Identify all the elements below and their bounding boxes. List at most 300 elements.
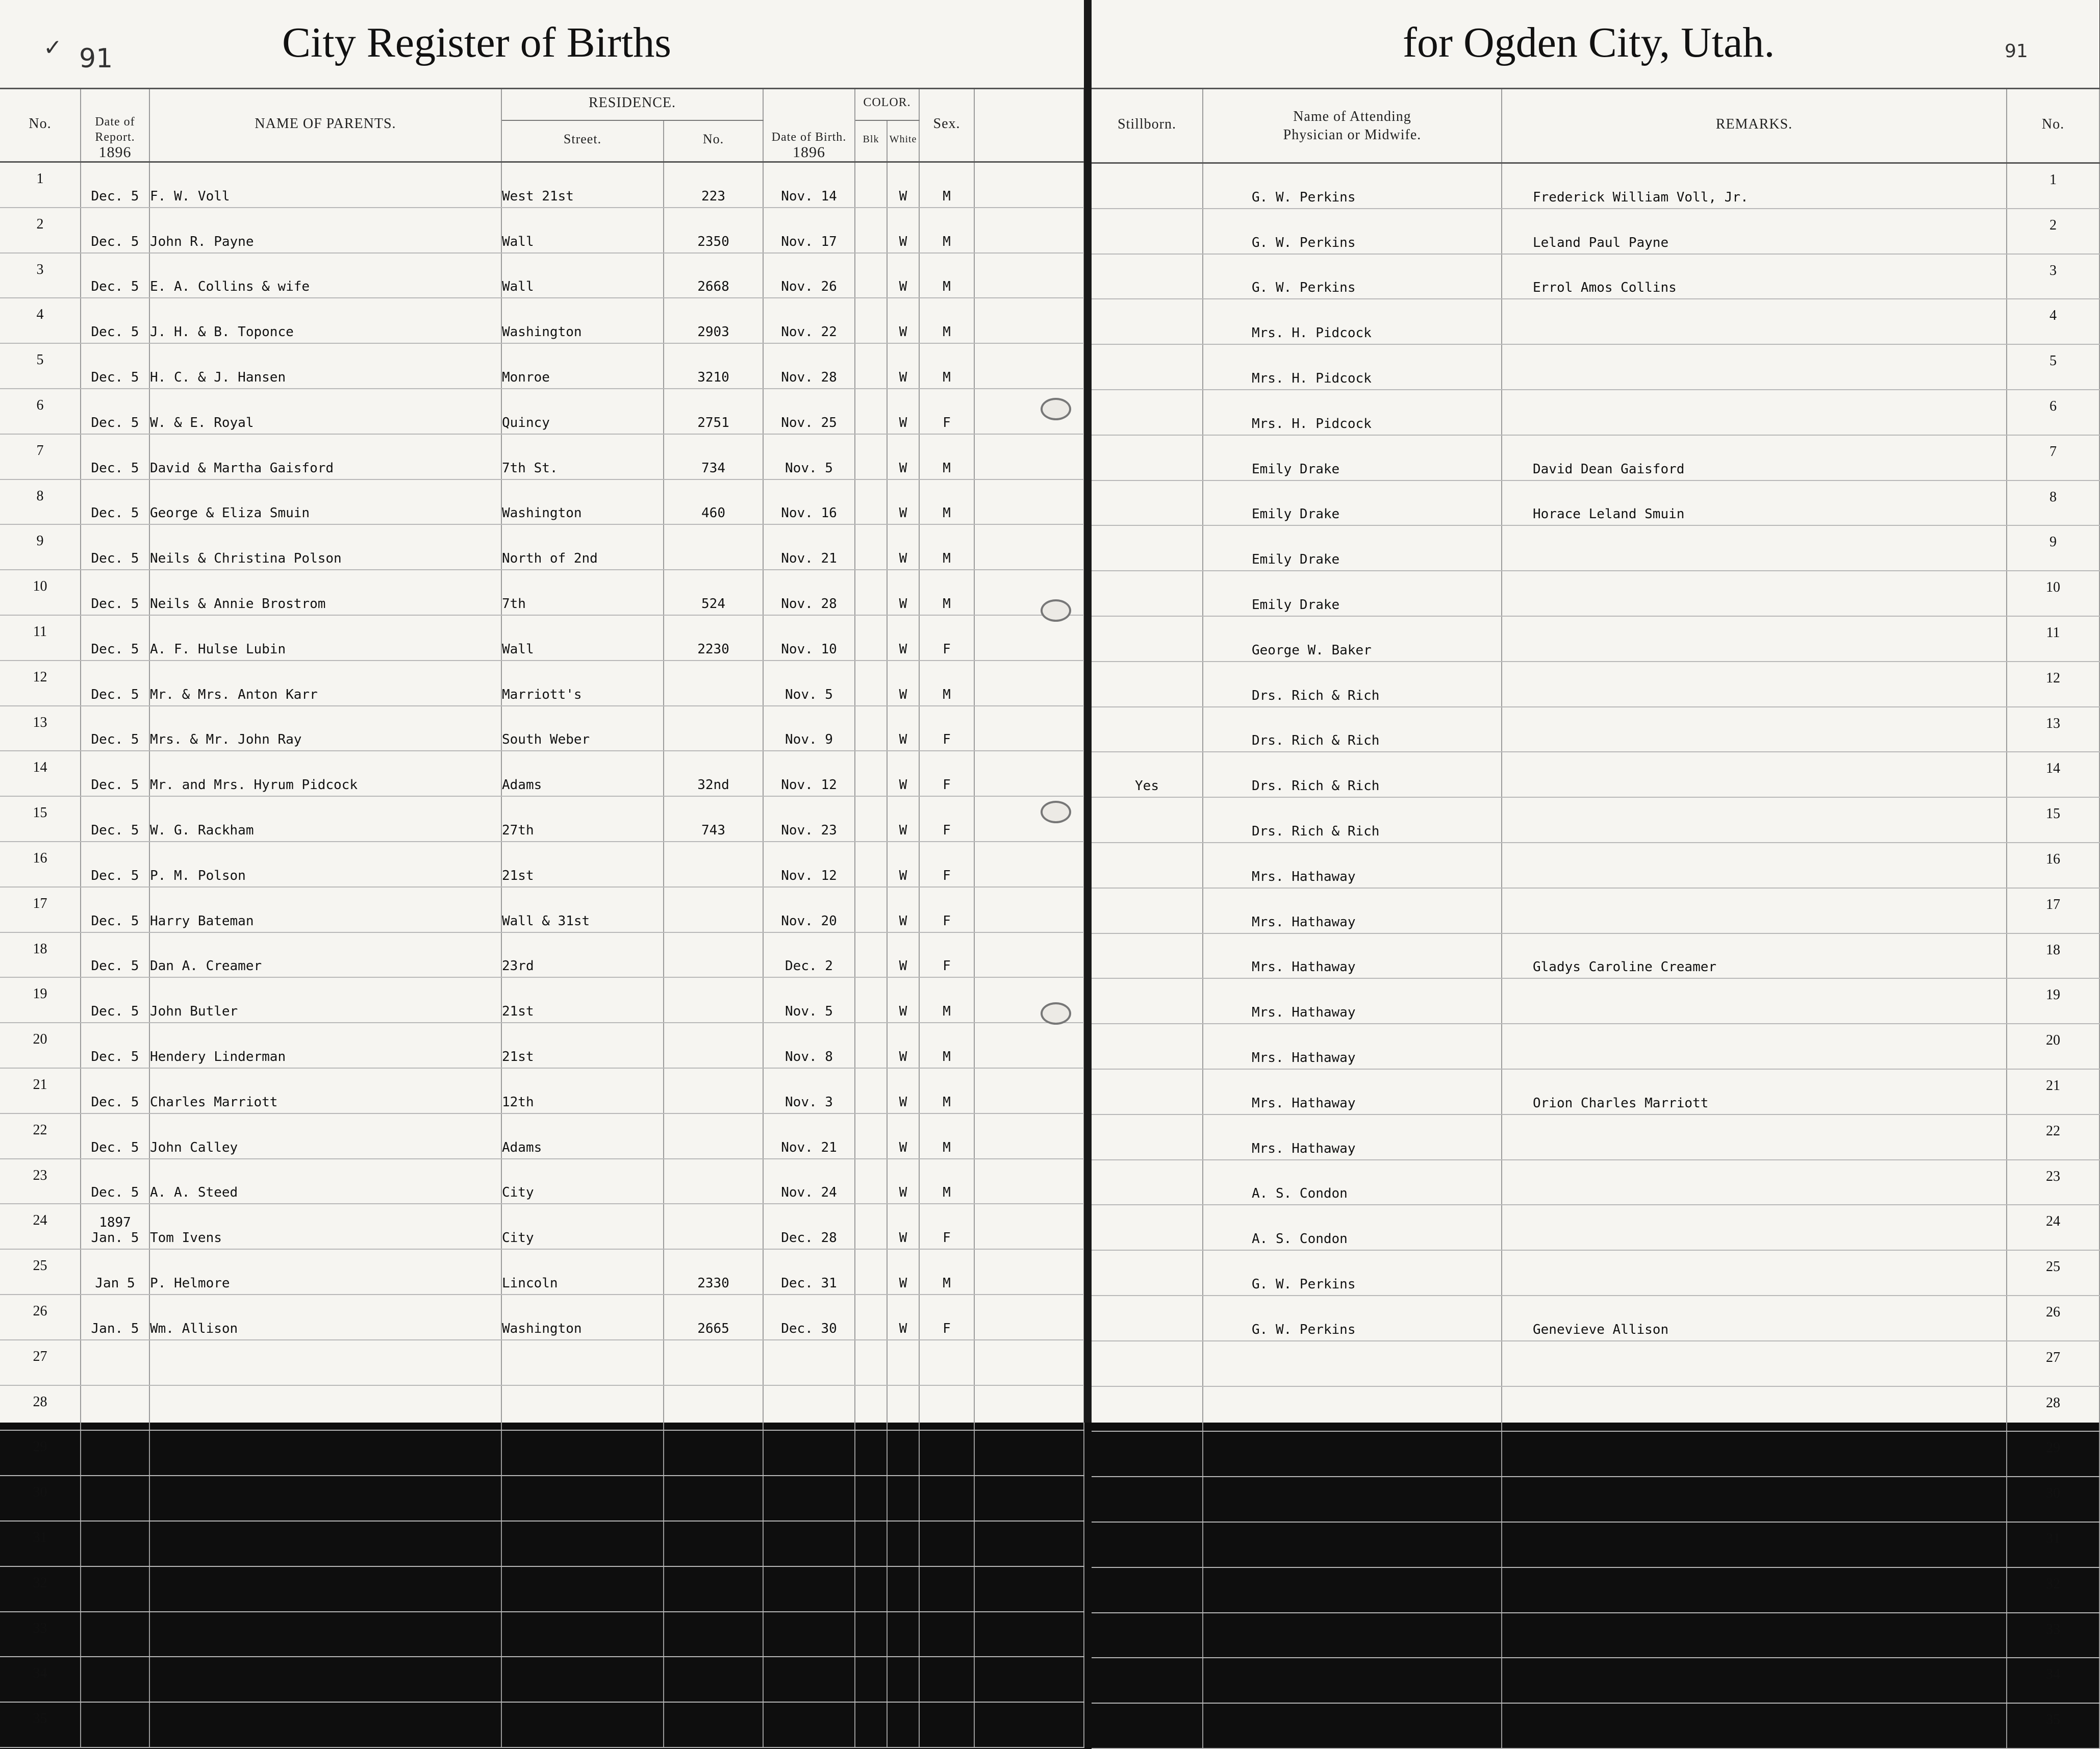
sex: F xyxy=(919,1295,974,1340)
row-number-right: 11 xyxy=(2007,616,2099,662)
attending-physician: G. W. Perkins xyxy=(1203,1250,1502,1296)
color-white: W xyxy=(887,1159,919,1204)
color-white: W xyxy=(887,1249,919,1295)
table-row xyxy=(1092,1431,2099,1477)
residence-street: Wall xyxy=(501,253,664,298)
sex: M xyxy=(919,208,974,253)
table-row xyxy=(0,1566,1084,1612)
table-row xyxy=(0,887,1084,932)
residence-number xyxy=(664,932,763,978)
row-number-right: 20 xyxy=(2007,1024,2099,1069)
report-date: Dec. 5 xyxy=(91,732,139,748)
table-row xyxy=(0,1430,1084,1476)
residence-number xyxy=(664,661,763,706)
color-white: W xyxy=(887,479,919,525)
blank-cell xyxy=(974,615,1084,661)
color-blk xyxy=(855,842,887,887)
sex: M xyxy=(919,1068,974,1113)
date-of-report xyxy=(81,932,149,978)
parents-name xyxy=(149,1657,501,1702)
residence-number: 2330 xyxy=(664,1249,763,1295)
blank-cell xyxy=(974,1430,1084,1476)
table-row xyxy=(1092,752,2099,797)
book-gutter xyxy=(1084,0,1092,1423)
row-number-right: 14 xyxy=(2007,752,2099,797)
blank-cell xyxy=(974,524,1084,570)
report-date: Dec. 5 xyxy=(91,958,139,974)
color-blk xyxy=(855,1295,887,1340)
page-number-left: 91 xyxy=(79,43,113,74)
attending-physician: Mrs. Hathaway xyxy=(1203,888,1502,933)
attending-physician: Drs. Rich & Rich xyxy=(1203,707,1502,752)
header-white: White xyxy=(887,120,919,162)
date-of-report xyxy=(81,706,149,751)
table-row xyxy=(1092,707,2099,752)
remarks xyxy=(1502,1522,2007,1567)
row-number-right: 6 xyxy=(2007,390,2099,435)
parents-name: Charles Marriott xyxy=(149,1068,501,1113)
row-number: 16 xyxy=(0,842,81,887)
stillborn xyxy=(1092,1613,1203,1658)
remarks xyxy=(1502,1024,2007,1069)
residence-number: 2665 xyxy=(664,1295,763,1340)
row-number: 10 xyxy=(0,570,81,615)
parents-name xyxy=(149,1430,501,1476)
date-of-report xyxy=(81,1340,149,1385)
header-stillborn: Stillborn. xyxy=(1092,89,1203,163)
residence-street xyxy=(501,1702,664,1747)
parents-name xyxy=(149,1566,501,1612)
date-of-report xyxy=(81,208,149,253)
row-number: 25 xyxy=(0,1249,81,1295)
attending-physician xyxy=(1203,1658,1502,1703)
table-row xyxy=(0,1249,1084,1295)
stillborn xyxy=(1092,571,1203,616)
remarks xyxy=(1502,299,2007,344)
residence-number: 524 xyxy=(664,570,763,615)
residence-number: 2751 xyxy=(664,389,763,434)
attending-physician: Drs. Rich & Rich xyxy=(1203,752,1502,797)
remarks xyxy=(1502,1431,2007,1477)
row-number: 19 xyxy=(0,977,81,1023)
births-table-left xyxy=(0,88,1084,1748)
date-of-birth xyxy=(763,1566,855,1612)
residence-street: 7th St. xyxy=(501,434,664,479)
sex: M xyxy=(919,661,974,706)
table-row xyxy=(0,1702,1084,1747)
residence-street: Quincy xyxy=(501,389,664,434)
date-of-birth: Dec. 28 xyxy=(763,1204,855,1249)
residence-street xyxy=(501,1476,664,1521)
report-date: Dec. 5 xyxy=(91,641,139,657)
parents-name: A. A. Steed xyxy=(149,1159,501,1204)
color-white: W xyxy=(887,977,919,1023)
stillborn xyxy=(1092,344,1203,390)
date-of-report xyxy=(81,1657,149,1702)
row-number: 8 xyxy=(0,479,81,525)
stillborn xyxy=(1092,525,1203,571)
sex xyxy=(919,1430,974,1476)
residence-number xyxy=(664,1385,763,1431)
row-number: 4 xyxy=(0,298,81,343)
blank-cell xyxy=(974,208,1084,253)
sex: M xyxy=(919,253,974,298)
table-row xyxy=(0,1521,1084,1566)
date-of-report xyxy=(81,1430,149,1476)
date-of-report xyxy=(81,434,149,479)
sex: M xyxy=(919,1023,974,1068)
sex: M xyxy=(919,1159,974,1204)
color-white: W xyxy=(887,1295,919,1340)
parents-name: P. M. Polson xyxy=(149,842,501,887)
residence-number: 32nd xyxy=(664,751,763,796)
color-blk xyxy=(855,706,887,751)
residence-number xyxy=(664,1476,763,1521)
blank-cell xyxy=(974,1295,1084,1340)
date-of-report xyxy=(81,479,149,525)
report-date: Dec. 5 xyxy=(91,1094,139,1110)
attending-physician: Drs. Rich & Rich xyxy=(1203,662,1502,707)
date-of-report xyxy=(81,343,149,389)
date-of-report xyxy=(81,570,149,615)
blank-cell xyxy=(974,1249,1084,1295)
color-blk xyxy=(855,208,887,253)
parents-name: Mrs. & Mr. John Ray xyxy=(149,706,501,751)
date-of-birth xyxy=(763,1476,855,1521)
remarks: Errol Amos Collins xyxy=(1502,254,2007,299)
table-row xyxy=(1092,1250,2099,1296)
row-number-right: 29 xyxy=(2007,1431,2099,1477)
header-street: Street. xyxy=(501,120,664,162)
date-of-birth: Nov. 21 xyxy=(763,1113,855,1159)
stillborn xyxy=(1092,662,1203,707)
table-row xyxy=(0,1159,1084,1204)
table-row xyxy=(1092,797,2099,843)
table-row xyxy=(1092,933,2099,979)
residence-street: City xyxy=(501,1204,664,1249)
color-white: W xyxy=(887,1023,919,1068)
row-number: 11 xyxy=(0,615,81,661)
row-number: 14 xyxy=(0,751,81,796)
stillborn xyxy=(1092,1386,1203,1432)
parents-name: Tom Ivens xyxy=(149,1204,501,1249)
date-of-birth: Nov. 17 xyxy=(763,208,855,253)
color-white: W xyxy=(887,298,919,343)
date-of-birth xyxy=(763,1612,855,1657)
color-blk xyxy=(855,1521,887,1566)
residence-number xyxy=(664,1657,763,1702)
sex: M xyxy=(919,1113,974,1159)
attending-physician: A. S. Condon xyxy=(1203,1160,1502,1205)
table-row xyxy=(1092,390,2099,435)
stillborn xyxy=(1092,209,1203,254)
report-date: Jan. 5 xyxy=(91,1321,139,1336)
color-blk xyxy=(855,524,887,570)
color-white xyxy=(887,1385,919,1431)
table-row xyxy=(0,524,1084,570)
color-white: W xyxy=(887,842,919,887)
report-date: Dec. 5 xyxy=(91,822,139,838)
remarks xyxy=(1502,978,2007,1024)
report-date: Dec. 5 xyxy=(91,415,139,430)
table-row xyxy=(0,661,1084,706)
color-white: W xyxy=(887,570,919,615)
header-name-of-parents: NAME OF PARENTS. xyxy=(149,89,501,162)
attending-physician: G. W. Perkins xyxy=(1203,254,1502,299)
parents-name: John R. Payne xyxy=(149,208,501,253)
color-blk xyxy=(855,1113,887,1159)
stillborn xyxy=(1092,1522,1203,1567)
blank-cell xyxy=(974,1521,1084,1566)
residence-street xyxy=(501,1612,664,1657)
color-white: W xyxy=(887,162,919,208)
date-of-birth: Nov. 23 xyxy=(763,796,855,842)
residence-street: 21st xyxy=(501,1023,664,1068)
remarks xyxy=(1502,1658,2007,1703)
header-no-right: No. xyxy=(2007,89,2099,163)
attending-physician xyxy=(1203,1703,1502,1748)
parents-name: H. C. & J. Hansen xyxy=(149,343,501,389)
date-of-report xyxy=(81,1249,149,1295)
blank-cell xyxy=(974,1023,1084,1068)
date-of-birth: Nov. 5 xyxy=(763,434,855,479)
parents-name: Mr. and Mrs. Hyrum Pidcock xyxy=(149,751,501,796)
color-blk xyxy=(855,389,887,434)
table-row xyxy=(0,434,1084,479)
residence-number xyxy=(664,1430,763,1476)
residence-number xyxy=(664,1113,763,1159)
date-of-report xyxy=(81,253,149,298)
report-date: Dec. 5 xyxy=(91,1185,139,1201)
residence-street: City xyxy=(501,1159,664,1204)
remarks: Genevieve Allison xyxy=(1502,1296,2007,1341)
date-of-birth: Dec. 30 xyxy=(763,1295,855,1340)
residence-number xyxy=(664,1521,763,1566)
sex xyxy=(919,1612,974,1657)
residence-street: 23rd xyxy=(501,932,664,978)
color-white: W xyxy=(887,706,919,751)
sex xyxy=(919,1657,974,1702)
parents-name: A. F. Hulse Lubin xyxy=(149,615,501,661)
parents-name: John Butler xyxy=(149,977,501,1023)
parents-name xyxy=(149,1340,501,1385)
stillborn xyxy=(1092,1069,1203,1114)
row-number-right: 19 xyxy=(2007,978,2099,1024)
stillborn xyxy=(1092,1431,1203,1477)
color-white: W xyxy=(887,208,919,253)
remarks: Gladys Caroline Creamer xyxy=(1502,933,2007,979)
row-number: 33 xyxy=(0,1612,81,1657)
row-number-right: 24 xyxy=(2007,1205,2099,1250)
header-date-of-birth xyxy=(763,89,855,162)
stillborn xyxy=(1092,888,1203,933)
parents-name: J. H. & B. Toponce xyxy=(149,298,501,343)
parents-name xyxy=(149,1521,501,1566)
color-blk xyxy=(855,977,887,1023)
color-white xyxy=(887,1612,919,1657)
report-date: Dec. 5 xyxy=(91,551,139,567)
color-white: W xyxy=(887,434,919,479)
blank-cell xyxy=(974,1204,1084,1249)
attending-physician: A. S. Condon xyxy=(1203,1205,1502,1250)
date-of-report xyxy=(81,1612,149,1657)
residence-number xyxy=(664,706,763,751)
parents-name: Mr. & Mrs. Anton Karr xyxy=(149,661,501,706)
remarks xyxy=(1502,797,2007,843)
row-number-right: 4 xyxy=(2007,299,2099,344)
color-blk xyxy=(855,751,887,796)
row-number-right: 7 xyxy=(2007,435,2099,480)
residence-street xyxy=(501,1657,664,1702)
date-of-birth: Nov. 26 xyxy=(763,253,855,298)
table-row xyxy=(1092,616,2099,662)
binder-hole xyxy=(1041,1002,1071,1025)
sex: M xyxy=(919,298,974,343)
header-birth-year: 1896 xyxy=(793,144,825,161)
stillborn xyxy=(1092,1703,1203,1748)
residence-street: 21st xyxy=(501,842,664,887)
attending-physician: Mrs. Hathaway xyxy=(1203,1024,1502,1069)
row-number-right: 13 xyxy=(2007,707,2099,752)
attending-physician: Emily Drake xyxy=(1203,435,1502,480)
table-row xyxy=(1092,1522,2099,1567)
table-row xyxy=(1092,1205,2099,1250)
residence-street xyxy=(501,1566,664,1612)
table-row xyxy=(0,1385,1084,1431)
report-date: Dec. 5 xyxy=(91,777,139,793)
parents-name xyxy=(149,1476,501,1521)
binder-hole xyxy=(1041,801,1071,823)
row-number-right: 23 xyxy=(2007,1160,2099,1205)
color-white: W xyxy=(887,1204,919,1249)
header-residence: RESIDENCE. xyxy=(501,89,763,120)
table-row xyxy=(0,1612,1084,1657)
row-number-right: 12 xyxy=(2007,662,2099,707)
remarks xyxy=(1502,571,2007,616)
date-of-birth: Nov. 24 xyxy=(763,1159,855,1204)
residence-number: 734 xyxy=(664,434,763,479)
residence-street: 27th xyxy=(501,796,664,842)
blank-cell xyxy=(974,1566,1084,1612)
remarks xyxy=(1502,1477,2007,1522)
remarks: Orion Charles Marriott xyxy=(1502,1069,2007,1114)
residence-street: Wall xyxy=(501,615,664,661)
report-date: Dec. 5 xyxy=(91,1139,139,1155)
sex xyxy=(919,1476,974,1521)
residence-number: 743 xyxy=(664,796,763,842)
row-number: 31 xyxy=(0,1521,81,1566)
residence-street: Washington xyxy=(501,479,664,525)
stillborn xyxy=(1092,254,1203,299)
row-number: 13 xyxy=(0,706,81,751)
row-number: 32 xyxy=(0,1566,81,1612)
sex: M xyxy=(919,343,974,389)
color-white: W xyxy=(887,661,919,706)
stillborn xyxy=(1092,1567,1203,1613)
color-blk xyxy=(855,1612,887,1657)
attending-physician: G. W. Perkins xyxy=(1203,1296,1502,1341)
row-number: 23 xyxy=(0,1159,81,1204)
table-row xyxy=(0,796,1084,842)
remarks xyxy=(1502,1114,2007,1160)
blank-cell xyxy=(974,1068,1084,1113)
date-of-report xyxy=(81,796,149,842)
stillborn xyxy=(1092,480,1203,526)
residence-number xyxy=(664,842,763,887)
header-color: COLOR. xyxy=(855,89,919,120)
date-of-report xyxy=(81,661,149,706)
stillborn xyxy=(1092,1658,1203,1703)
row-number-right: 34 xyxy=(2007,1658,2099,1703)
attending-physician: Mrs. Hathaway xyxy=(1203,933,1502,979)
table-row xyxy=(0,1657,1084,1702)
date-of-birth: Nov. 5 xyxy=(763,977,855,1023)
date-of-report xyxy=(81,1023,149,1068)
attending-physician xyxy=(1203,1386,1502,1432)
color-white xyxy=(887,1476,919,1521)
header-physician: Name of Attending Physician or Midwife. xyxy=(1203,89,1502,163)
remarks: David Dean Gaisford xyxy=(1502,435,2007,480)
remarks xyxy=(1502,1386,2007,1432)
residence-street: Washington xyxy=(501,298,664,343)
date-of-birth: Nov. 8 xyxy=(763,1023,855,1068)
remarks xyxy=(1502,344,2007,390)
color-blk xyxy=(855,253,887,298)
row-number: 20 xyxy=(0,1023,81,1068)
blank-cell xyxy=(974,434,1084,479)
sex: M xyxy=(919,479,974,525)
table-row xyxy=(0,1068,1084,1113)
residence-street xyxy=(501,1521,664,1566)
stillborn xyxy=(1092,707,1203,752)
table-row xyxy=(1092,163,2099,209)
color-blk xyxy=(855,615,887,661)
row-number: 34 xyxy=(0,1657,81,1702)
color-blk xyxy=(855,1023,887,1068)
row-number-right: 5 xyxy=(2007,344,2099,390)
color-blk xyxy=(855,1476,887,1521)
parents-name: Wm. Allison xyxy=(149,1295,501,1340)
date-of-report xyxy=(81,1068,149,1113)
blank-cell xyxy=(974,162,1084,208)
sex xyxy=(919,1385,974,1431)
sex: F xyxy=(919,389,974,434)
color-white: W xyxy=(887,524,919,570)
right-page xyxy=(1092,0,2099,1728)
table-row xyxy=(1092,435,2099,480)
parents-name: Neils & Annie Brostrom xyxy=(149,570,501,615)
date-of-birth: Nov. 10 xyxy=(763,615,855,661)
report-date: Dec. 5 xyxy=(91,1004,139,1020)
row-number-right: 22 xyxy=(2007,1114,2099,1160)
parents-name: David & Martha Gaisford xyxy=(149,434,501,479)
register-title-left: City Register of Births xyxy=(282,19,671,66)
date-of-report xyxy=(81,1476,149,1521)
table-row xyxy=(0,1295,1084,1340)
residence-street: Washington xyxy=(501,1295,664,1340)
date-of-birth: Nov. 12 xyxy=(763,751,855,796)
color-white: W xyxy=(887,253,919,298)
table-row xyxy=(1092,1386,2099,1432)
color-white: W xyxy=(887,1068,919,1113)
residence-street: South Weber xyxy=(501,706,664,751)
table-row xyxy=(1092,1613,2099,1658)
table-row xyxy=(1092,209,2099,254)
table-row xyxy=(0,1023,1084,1068)
stillborn xyxy=(1092,616,1203,662)
remarks xyxy=(1502,888,2007,933)
row-number-right: 8 xyxy=(2007,480,2099,526)
